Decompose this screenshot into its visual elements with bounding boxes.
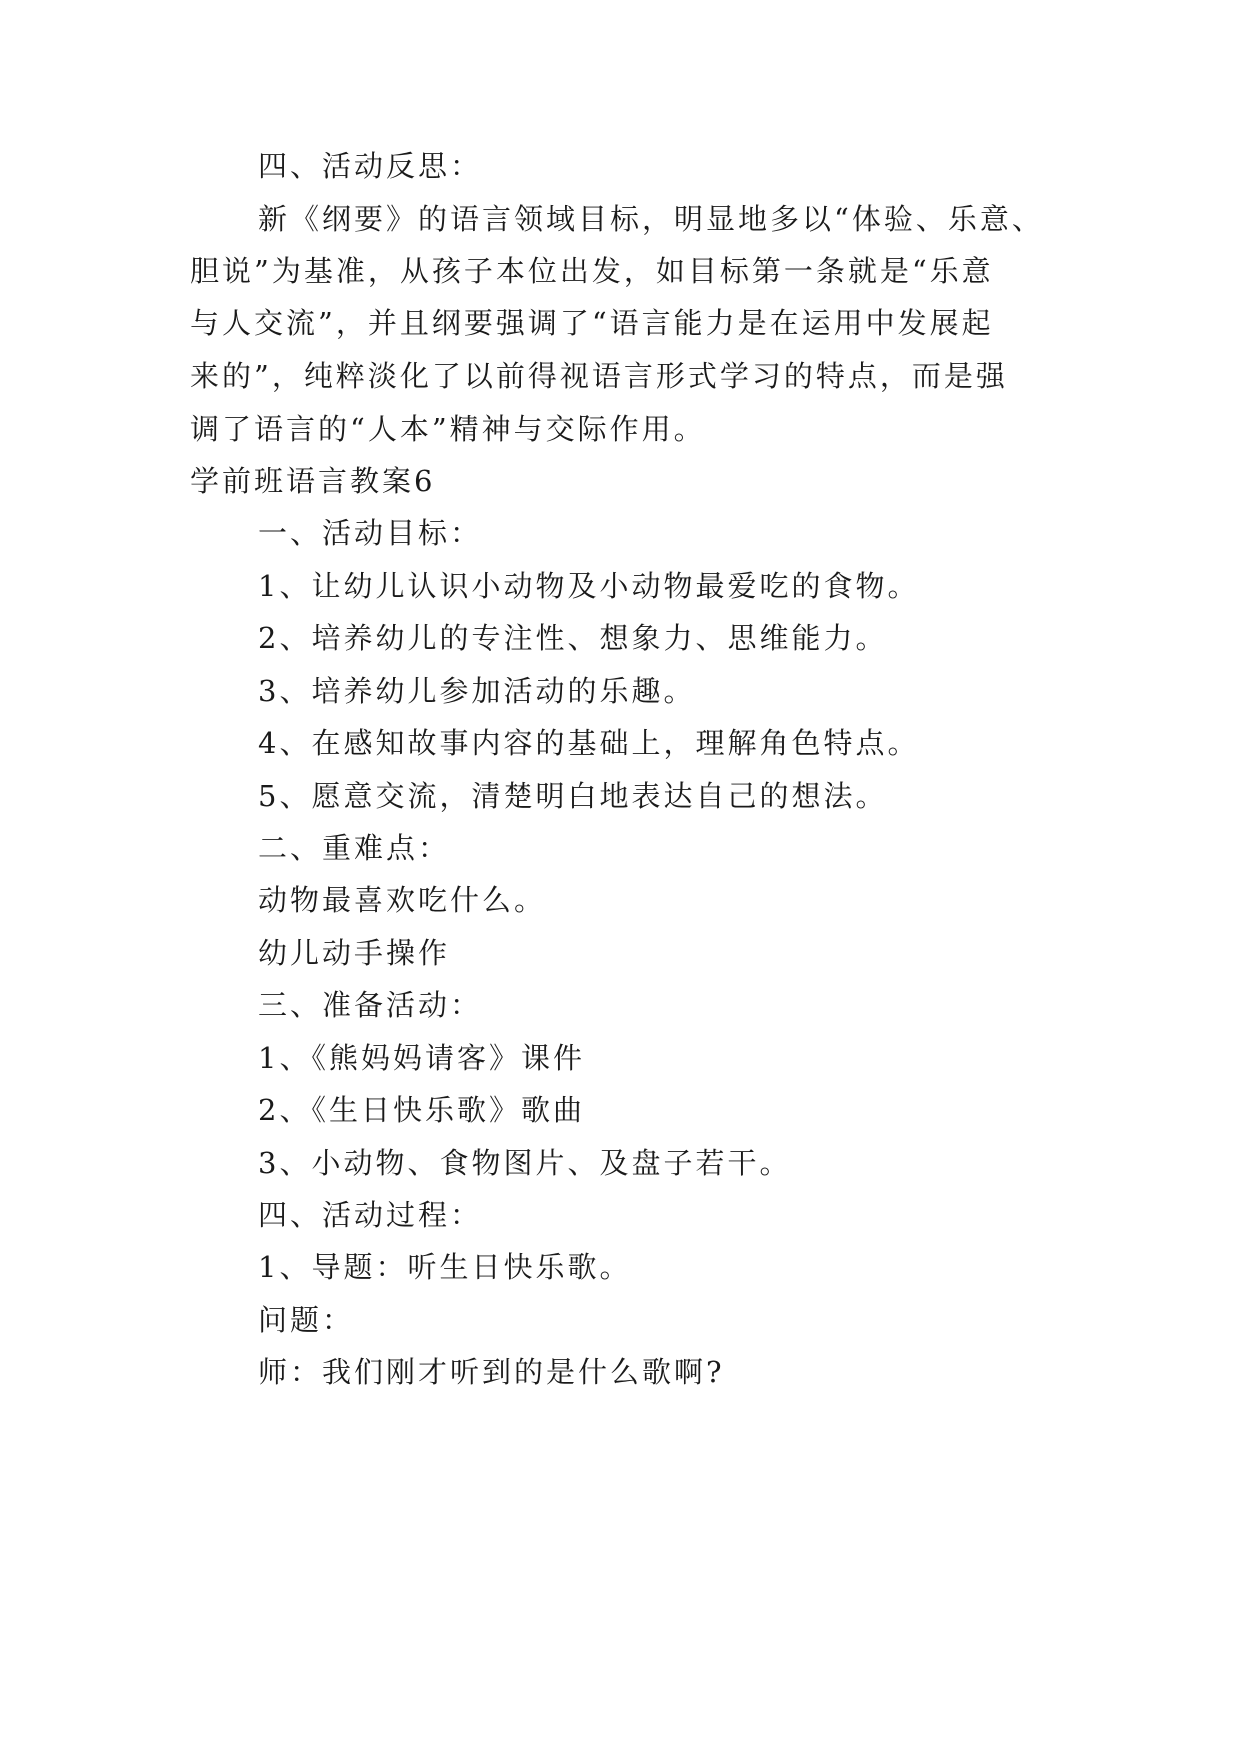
goals-heading: 一、活动目标： [258,516,483,550]
reflection-para-line: 调了语言的“人本”精神与交际作用。 [190,412,706,446]
preparation-item: 2、《生日快乐歌》歌曲 [258,1093,585,1127]
process-item: 1、导题：听生日快乐歌。 [258,1250,632,1284]
key-point-item: 幼儿动手操作 [258,936,451,970]
goal-item: 3、培养幼儿参加活动的乐趣。 [258,674,696,708]
preparation-heading: 三、准备活动： [258,988,483,1022]
process-item: 问题： [258,1303,355,1337]
preparation-item: 1、《熊妈妈请客》课件 [258,1041,585,1075]
reflection-para-line: 来的”，纯粹淡化了以前得视语言形式学习的特点，而是强 [190,359,1008,393]
preparation-item: 3、小动物、食物图片、及盘子若干。 [258,1146,792,1180]
reflection-heading: 四、活动反思： [258,149,483,183]
key-point-item: 动物最喜欢吃什么。 [258,883,547,917]
goal-item: 4、在感知故事内容的基础上，理解角色特点。 [258,726,920,760]
reflection-para-line: 胆说”为基准，从孩子本位出发，如目标第一条就是“乐意 [190,254,994,288]
goal-item: 5、愿意交流，清楚明白地表达自己的想法。 [258,779,888,813]
reflection-para-line: 新《纲要》的语言领域目标，明显地多以“体验、乐意、 [258,202,1044,236]
key-points-heading: 二、重难点： [258,831,451,865]
process-heading: 四、活动过程： [258,1198,483,1232]
section-title: 学前班语言教案6 [190,464,436,498]
goal-item: 2、培养幼儿的专注性、想象力、思维能力。 [258,621,888,655]
process-item: 师：我们刚才听到的是什么歌啊? [258,1355,725,1389]
goal-item: 1、让幼儿认识小动物及小动物最爱吃的食物。 [258,569,920,603]
reflection-para-line: 与人交流”，并且纲要强调了“语言能力是在运用中发展起 [190,306,994,340]
